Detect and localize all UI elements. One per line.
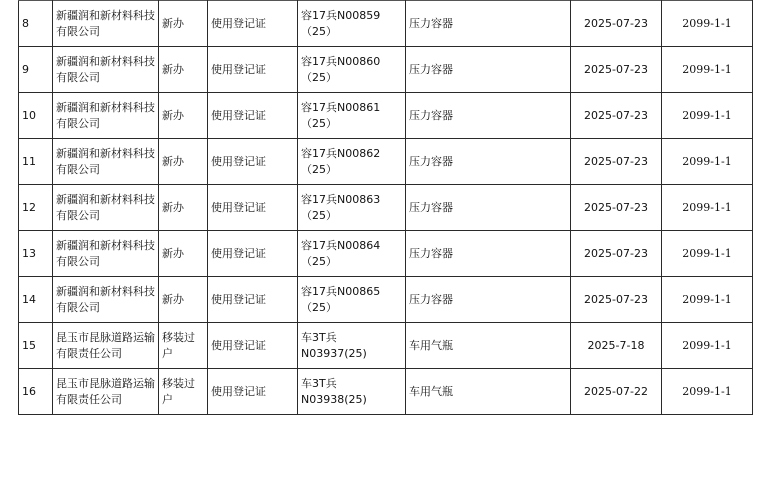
issue-date: 2025-07-23 — [571, 185, 662, 231]
equipment-type: 压力容器 — [406, 277, 571, 323]
table-row — [19, 369, 753, 415]
company-name: 新疆润和新材料科技有限公司 — [53, 93, 159, 139]
equipment-type: 车用气瓶 — [406, 369, 571, 415]
issue-date: 2025-07-23 — [571, 277, 662, 323]
registration-number: 容17兵N00859（25） — [298, 1, 406, 47]
certificate-type: 使用登记证 — [208, 369, 298, 415]
row-number: 16 — [19, 369, 53, 415]
action-type: 新办 — [159, 277, 208, 323]
equipment-type: 压力容器 — [406, 1, 571, 47]
action-type: 移装过户 — [159, 323, 208, 369]
expiry-date: 2099-1-1 — [662, 185, 753, 231]
certificate-type: 使用登记证 — [208, 93, 298, 139]
equipment-type: 车用气瓶 — [406, 323, 571, 369]
expiry-date: 2099-1-1 — [662, 47, 753, 93]
certificate-type: 使用登记证 — [208, 323, 298, 369]
table-row — [19, 139, 753, 185]
action-type: 移装过户 — [159, 369, 208, 415]
issue-date: 2025-07-23 — [571, 139, 662, 185]
company-name: 昆玉市昆脉道路运输有限责任公司 — [53, 323, 159, 369]
action-type: 新办 — [159, 231, 208, 277]
action-type: 新办 — [159, 185, 208, 231]
company-name: 新疆润和新材料科技有限公司 — [53, 185, 159, 231]
expiry-date: 2099-1-1 — [662, 231, 753, 277]
expiry-date: 2099-1-1 — [662, 369, 753, 415]
certificate-type: 使用登记证 — [208, 1, 298, 47]
company-name: 新疆润和新材料科技有限公司 — [53, 139, 159, 185]
equipment-type: 压力容器 — [406, 231, 571, 277]
table-row — [19, 277, 753, 323]
table-row — [19, 185, 753, 231]
registration-number: 容17兵N00861（25） — [298, 93, 406, 139]
company-name: 新疆润和新材料科技有限公司 — [53, 277, 159, 323]
equipment-type: 压力容器 — [406, 47, 571, 93]
row-number: 14 — [19, 277, 53, 323]
certificate-type: 使用登记证 — [208, 277, 298, 323]
company-name: 新疆润和新材料科技有限公司 — [53, 1, 159, 47]
certificate-type: 使用登记证 — [208, 139, 298, 185]
issue-date: 2025-07-22 — [571, 369, 662, 415]
issue-date: 2025-07-23 — [571, 1, 662, 47]
issue-date: 2025-07-23 — [571, 231, 662, 277]
registration-number: 车3T兵N03938(25) — [298, 369, 406, 415]
expiry-date: 2099-1-1 — [662, 323, 753, 369]
issue-date: 2025-7-18 — [571, 323, 662, 369]
row-number: 13 — [19, 231, 53, 277]
issue-date: 2025-07-23 — [571, 93, 662, 139]
row-number: 10 — [19, 93, 53, 139]
issue-date: 2025-07-23 — [571, 47, 662, 93]
company-name: 昆玉市昆脉道路运输有限责任公司 — [53, 369, 159, 415]
registration-number: 容17兵N00862（25） — [298, 139, 406, 185]
certificate-type: 使用登记证 — [208, 231, 298, 277]
table-row — [19, 231, 753, 277]
row-number: 15 — [19, 323, 53, 369]
action-type: 新办 — [159, 47, 208, 93]
row-number: 9 — [19, 47, 53, 93]
expiry-date: 2099-1-1 — [662, 93, 753, 139]
row-number: 12 — [19, 185, 53, 231]
certificate-type: 使用登记证 — [208, 185, 298, 231]
company-name: 新疆润和新材料科技有限公司 — [53, 47, 159, 93]
expiry-date: 2099-1-1 — [662, 139, 753, 185]
certificate-type: 使用登记证 — [208, 47, 298, 93]
registration-number: 容17兵N00863（25） — [298, 185, 406, 231]
company-name: 新疆润和新材料科技有限公司 — [53, 231, 159, 277]
table-row — [19, 1, 753, 47]
action-type: 新办 — [159, 139, 208, 185]
action-type: 新办 — [159, 1, 208, 47]
table-row — [19, 47, 753, 93]
expiry-date: 2099-1-1 — [662, 1, 753, 47]
table-row — [19, 93, 753, 139]
expiry-date: 2099-1-1 — [662, 277, 753, 323]
registration-table — [18, 0, 753, 415]
table-row — [19, 323, 753, 369]
row-number: 11 — [19, 139, 53, 185]
equipment-type: 压力容器 — [406, 139, 571, 185]
row-number: 8 — [19, 1, 53, 47]
registration-number: 容17兵N00860（25） — [298, 47, 406, 93]
equipment-type: 压力容器 — [406, 93, 571, 139]
registration-number: 容17兵N00864（25） — [298, 231, 406, 277]
registration-number: 车3T兵N03937(25) — [298, 323, 406, 369]
action-type: 新办 — [159, 93, 208, 139]
registration-number: 容17兵N00865（25） — [298, 277, 406, 323]
equipment-type: 压力容器 — [406, 185, 571, 231]
